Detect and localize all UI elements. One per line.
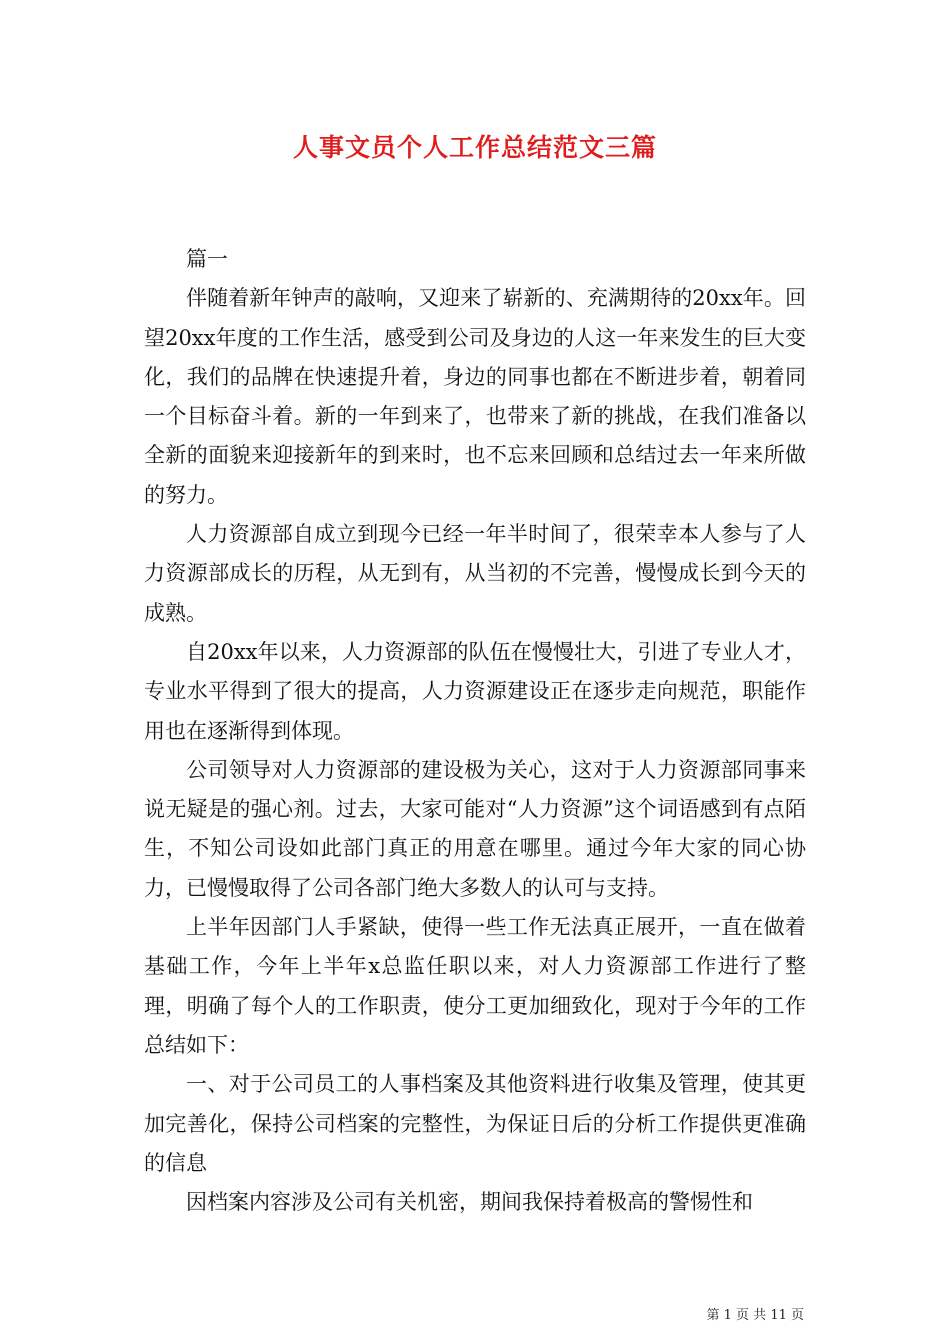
document-title: 人事文员个人工作总结范文三篇 <box>292 133 657 162</box>
paragraph: 因档案内容涉及公司有关机密，期间我保持着极高的警惕性和 <box>186 1190 753 1215</box>
paragraph: 自20xx年以来，人力资源部的队伍在慢慢壮大，引进了专业人才，专业水平得到了很大的提高，人力资源建设正在逐步走向规范，职能作用也在逐渐得到体现。 <box>144 639 806 743</box>
paragraph: 人力资源部自成立到现今已经一年半时间了，很荣幸本人参与了人力资源部成长的历程，从无到有，从当初的不完善，慢慢成长到今天的成熟。 <box>144 522 806 625</box>
section-label: 篇一 <box>186 247 228 271</box>
paragraph: 伴随着新年钟声的敲响，又迎来了崭新的、充满期待的20xx年。回望20xx年度的工作生活，感受到公司及身边的人这一年来发生的巨大变化，我们的品牌在快速提升着，身边的同事也都在不断进步着，朝着同一个目标奋斗着。新的一年到来了，也带来了新的挑战，在我们准备以全新的面貌来迎接新年的到来时，也不忘来回顾和总结过去一年来所做的努力。 <box>144 286 806 507</box>
page-number: 第 1 页 共 11 页 <box>706 1308 804 1323</box>
document-body <box>144 240 806 1222</box>
paragraph: 公司领导对人力资源部的建设极为关心，这对于人力资源部同事来说无疑是的强心剂。过去，大家可能对“人力资源”这个词语感到有点陌生，不知公司设如此部门真正的用意在哪里。通过今年大家的同心协力，已慢慢取得了公司各部门绝大多数人的认可与支持。 <box>144 757 806 900</box>
paragraph: 上半年因部门人手紧缺，使得一些工作无法真正展开，一直在做着基础工作，今年上半年x总监任职以来，对人力资源部工作进行了整理，明确了每个人的工作职责，使分工更加细致化，现对于今年的工作总结如下： <box>144 915 806 1057</box>
paragraph: 一、对于公司员工的人事档案及其他资料进行收集及管理，使其更加完善化，保持公司档案的完整性，为保证日后的分析工作提供更准确的信息 <box>144 1072 806 1175</box>
